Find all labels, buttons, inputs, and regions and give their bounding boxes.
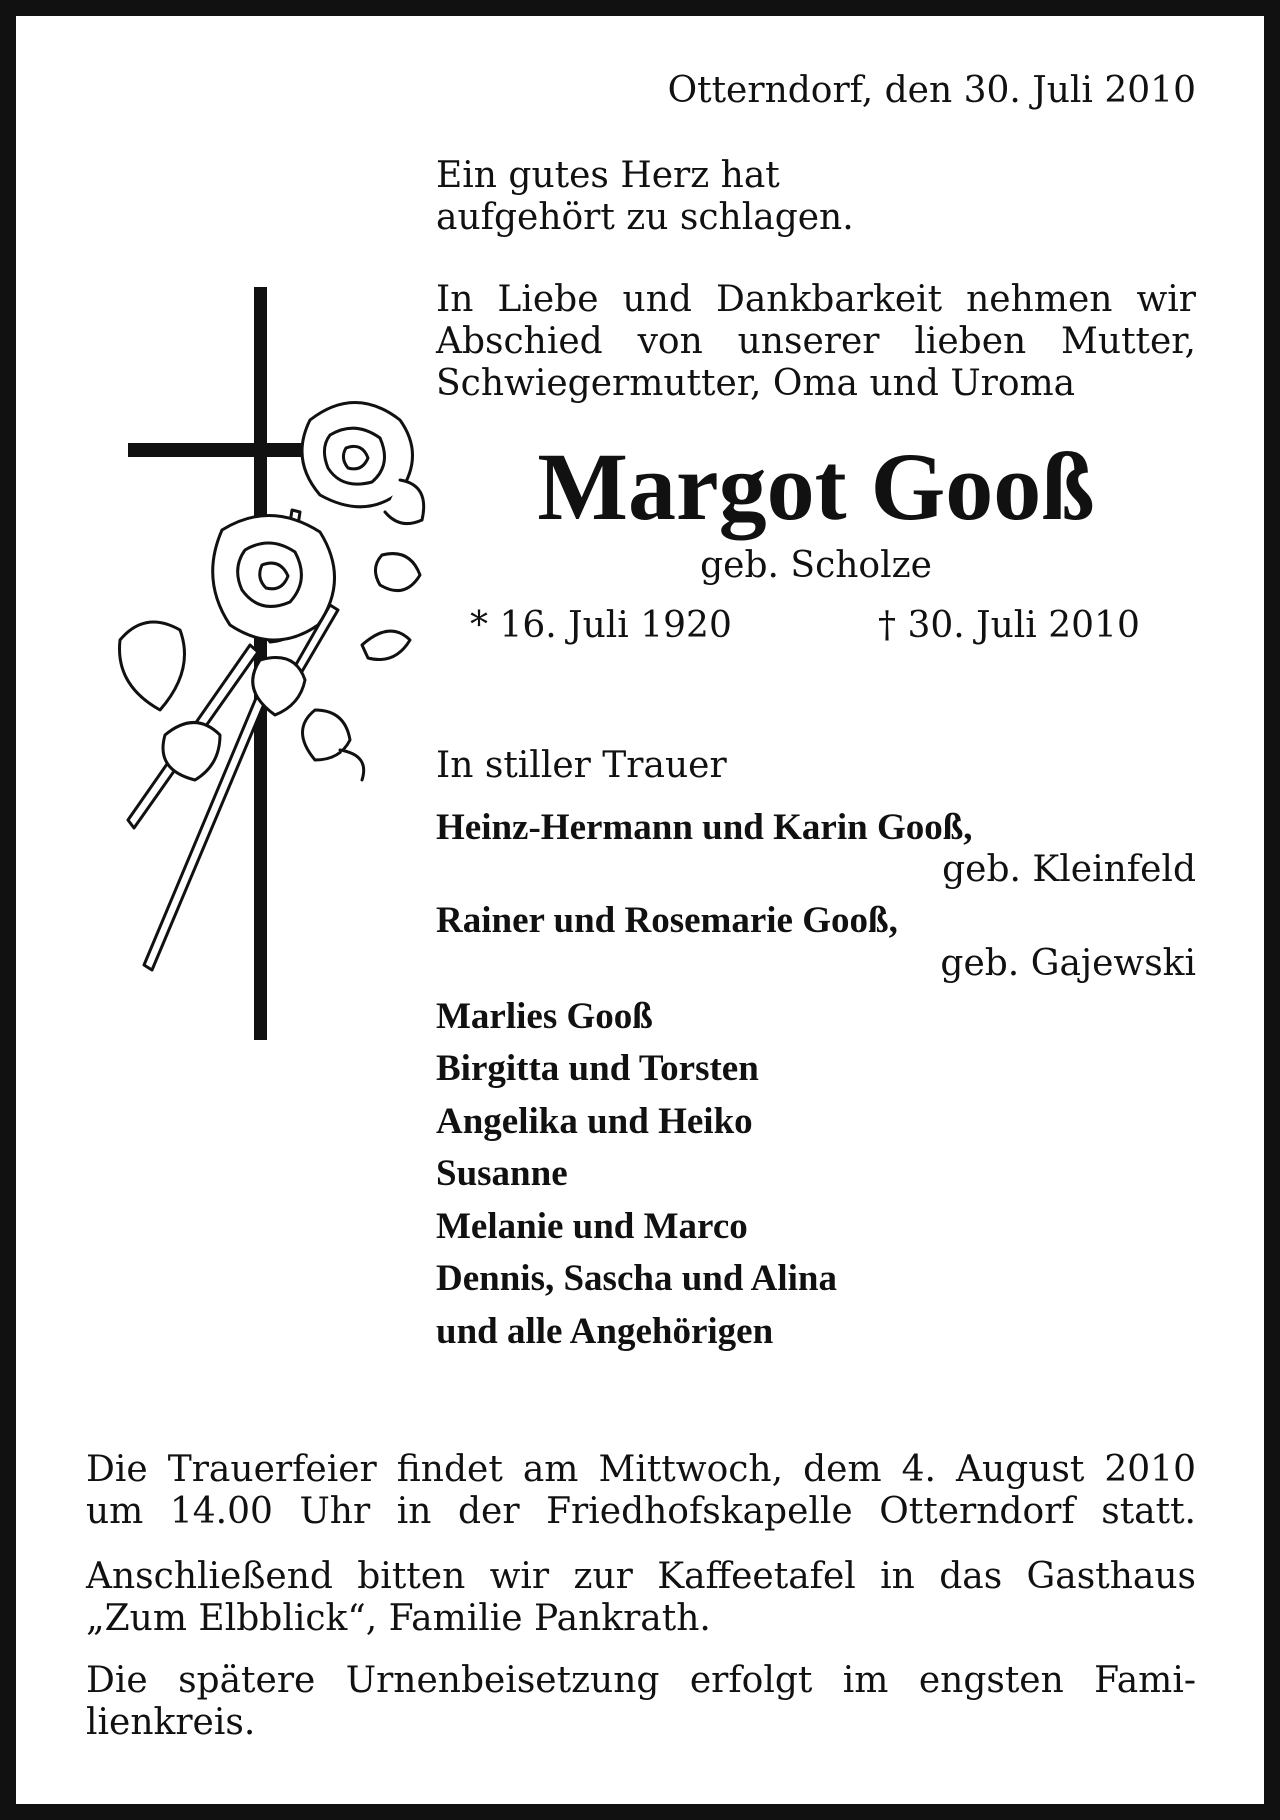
burial-info-line-1: Die spätere Urnenbeisetzung erfolgt im engsten Fami-: [86, 1660, 1196, 1701]
place-date: Otterndorf, den 30. Juli 2010: [667, 70, 1196, 111]
intro-line-2: aufgehört zu schlagen.: [436, 197, 854, 238]
mourner-name: Melanie und Marco: [436, 1206, 748, 1247]
mourner-name: und alle Angehörigen: [436, 1311, 774, 1352]
mourner-heinz-hermann-karin: Heinz-Hermann und Karin Gooß,: [436, 807, 973, 848]
mourner-name: Marlies Gooß: [436, 996, 653, 1037]
mourner-name: Angelika und Heiko: [436, 1101, 753, 1142]
death-date: † 30. Juli 2010: [878, 605, 1140, 646]
farewell-line-3: Schwiegermutter, Oma und Uroma: [436, 363, 1076, 404]
mourner-name: Susanne: [436, 1153, 568, 1194]
funeral-info-line-1: Die Trauerfeier findet am Mittwoch, dem 4. August 2010: [86, 1449, 1196, 1490]
intro-line-1: Ein gutes Herz hat: [436, 155, 780, 196]
funeral-info-line-2: um 14.00 Uhr in der Friedhofskapelle Otterndorf statt.: [86, 1491, 1196, 1532]
reception-info-line-1: Anschließend bitten wir zur Kaffeetafel in das Gasthaus: [86, 1556, 1196, 1597]
mourner-name: Dennis, Sascha und Alina: [436, 1258, 838, 1299]
farewell-line-2: Abschied von unserer lieben Mutter,: [436, 321, 1196, 362]
birth-date: * 16. Juli 1920: [470, 605, 732, 646]
mourners-heading: In stiller Trauer: [436, 745, 727, 786]
cross-with-roses-icon: [100, 280, 440, 1060]
mourner-maiden-note: geb. Gajewski: [940, 943, 1196, 984]
mourner-maiden-note: geb. Kleinfeld: [942, 849, 1196, 890]
reception-info-line-2: „Zum Elbblick“, Familie Pankrath.: [86, 1598, 711, 1639]
mourner-rainer-rosemarie: Rainer und Rosemarie Gooß,: [436, 900, 898, 941]
maiden-name: geb. Scholze: [700, 545, 932, 586]
burial-info-line-2: lienkreis.: [86, 1702, 256, 1743]
farewell-line-1: In Liebe und Dankbarkeit nehmen wir: [436, 279, 1196, 320]
deceased-name: Margot Gooß: [537, 433, 1095, 540]
mourner-name: Birgitta und Torsten: [436, 1048, 759, 1089]
